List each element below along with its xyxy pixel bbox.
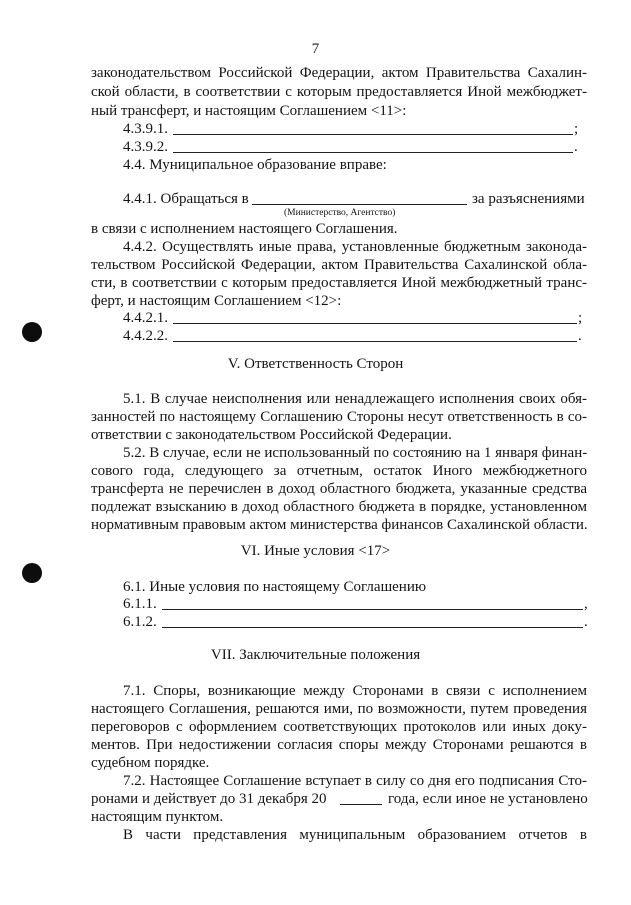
blank-caption: (Министерство, Агентство): [284, 208, 396, 218]
text-line: ферт, и настоящим Соглашением <12>:: [91, 293, 342, 309]
section-heading: VI. Иные условия <17>: [240, 543, 391, 559]
text-line: ской области, в соответствии с которым предоставляется Иной межбюджет-: [91, 84, 587, 100]
text-line: нормативным правовым актом министерства финансов Сахалинской области.: [91, 517, 588, 533]
text-line: ответствии с законодательством Российской Федерации.: [91, 427, 452, 443]
fill-in-blank: [173, 341, 577, 342]
text-line: года, если иное не установлено: [388, 791, 588, 807]
punctuation: .: [578, 328, 582, 344]
text-line: трансферта не перечислен в доход областного бюджета, указанные средства: [91, 481, 587, 497]
page-number: 7: [311, 41, 320, 57]
text-line: 6.1. Иные условия по настоящему Соглашению: [123, 579, 427, 595]
text-line: судебном порядке.: [91, 755, 210, 771]
text-line: 5.1. В случае неисполнения или ненадлежащего исполнения своих обя-: [123, 391, 587, 407]
text-line: 4.4.2. Осуществлять иные права, установленные бюджетным законода-: [123, 239, 587, 255]
fill-in-blank: [173, 152, 573, 153]
punctuation: ;: [578, 310, 583, 326]
fill-in-blank: [252, 204, 467, 205]
punctuation: .: [574, 139, 578, 155]
item-number: 4.4.2.1.: [123, 310, 168, 326]
text-line: в связи с исполнением настоящего Соглашения.: [91, 221, 398, 237]
fill-in-blank: [340, 804, 382, 805]
text-line: 7.2. Настоящее Соглашение вступает в силу со дня его подписания Сто-: [123, 773, 587, 789]
fill-in-blank: [173, 134, 573, 135]
punctuation: ,: [584, 596, 588, 612]
punch-hole: [22, 322, 42, 342]
text-line: настоящего Соглашения, решаются ими, по возможности, путем проведения: [91, 701, 587, 717]
punctuation: .: [584, 614, 588, 630]
text-line: 5.2. В случае, если не использованный по состоянию на 1 января финан-: [123, 445, 588, 461]
fill-in-blank: [162, 627, 583, 628]
text-line: настоящим пунктом.: [91, 809, 224, 825]
section-heading: V. Ответственность Сторон: [227, 356, 404, 372]
section-4-4: 4.4. Муниципальное образование вправе:: [123, 157, 387, 173]
item-number: 6.1.1.: [123, 596, 157, 612]
text-line: 4.4.1. Обращаться в: [123, 191, 249, 207]
section-heading: VII. Заключительные положения: [210, 647, 421, 663]
text-line: ный трансферт, и настоящим Соглашением <11>:: [91, 103, 407, 119]
item-number: 4.3.9.1.: [123, 121, 168, 137]
text-line: за разъяснениями: [472, 191, 585, 207]
item-number: 4.3.9.2.: [123, 139, 168, 155]
text-line: 7.1. Споры, возникающие между Сторонами в связи с исполнением: [123, 683, 587, 699]
punctuation: ;: [574, 121, 579, 137]
text-line: сти, в соответствии с которым предоставляется Иной межбюджетный транс-: [91, 275, 587, 291]
fill-in-blank: [173, 323, 577, 324]
text-line: занностей по настоящему Соглашению Стороны несут ответственность в со-: [91, 409, 587, 425]
text-line: ментов. При недостижении согласия споры между Сторонами решаются в: [91, 737, 587, 753]
text-line: подлежат взысканию в доход областного бюджета в порядке, установленном: [91, 499, 587, 515]
text-line: В части представления муниципальным образованием отчетов в: [123, 827, 587, 843]
item-number: 4.4.2.2.: [123, 328, 168, 344]
text-line: тельством Российской Федерации, актом Правительства Сахалинской обла-: [91, 257, 587, 273]
text-line: ронами и действует до 31 декабря 20: [91, 791, 327, 807]
item-number: 6.1.2.: [123, 614, 157, 630]
punch-hole: [22, 563, 42, 583]
text-line: законодательством Российской Федерации, актом Правительства Сахалин-: [91, 65, 587, 81]
text-line: сового года, следующего за отчетным, остаток Иного межбюджетного: [91, 463, 587, 479]
text-line: переговоров с оформлением соответствующих протоколов или иных доку-: [91, 719, 587, 735]
fill-in-blank: [162, 609, 583, 610]
